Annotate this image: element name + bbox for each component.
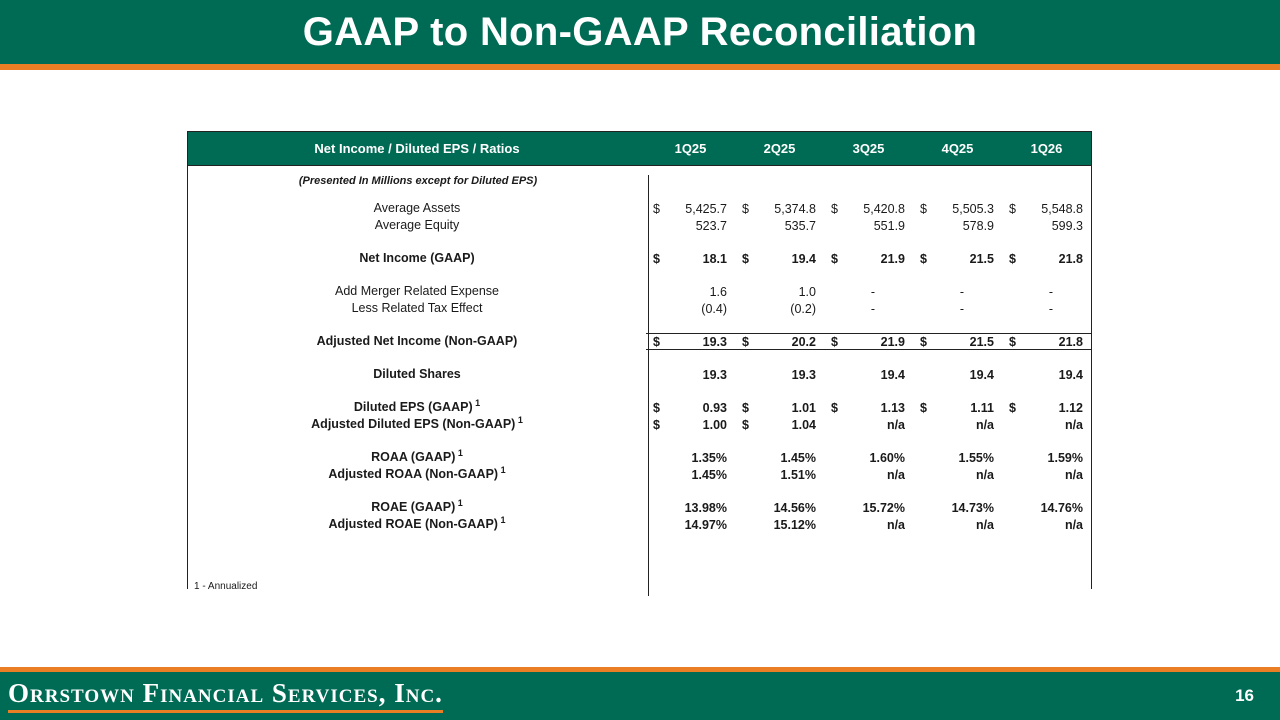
- value-cell: [1002, 366, 1091, 383]
- value-cell: [1002, 250, 1091, 267]
- cell-value: 1.60%: [869, 450, 905, 465]
- currency-symbol: $: [831, 400, 838, 415]
- cell-value: n/a: [1064, 417, 1083, 432]
- currency-symbol: $: [831, 201, 838, 216]
- table-header-label: Net Income / Diluted EPS / Ratios: [314, 141, 520, 156]
- value-cell: [735, 399, 824, 416]
- currency-symbol: $: [653, 334, 660, 349]
- currency-symbol: $: [1009, 334, 1016, 349]
- footer-bar: [0, 672, 1280, 720]
- value-cell: [735, 449, 824, 466]
- currency-symbol: $: [920, 251, 927, 266]
- slide-title: GAAP to Non-GAAP Reconciliation: [302, 10, 978, 54]
- table-body: [188, 175, 1091, 596]
- table-header-row: [188, 132, 1091, 166]
- currency-symbol: $: [742, 400, 749, 415]
- value-cell: [646, 466, 735, 483]
- cell-value: 19.4: [1058, 367, 1083, 382]
- value-cell: [1002, 516, 1091, 533]
- cell-value: 1.55%: [958, 450, 994, 465]
- cell-value: 578.9: [962, 218, 994, 233]
- reconciliation-table: [187, 131, 1092, 592]
- cell-value: 1.01: [791, 400, 816, 415]
- cell-value: 19.3: [791, 367, 816, 382]
- cell-value: n/a: [975, 517, 994, 532]
- cell-value: 599.3: [1051, 218, 1083, 233]
- cell-value: -: [1048, 284, 1053, 299]
- value-cell: [1002, 416, 1091, 433]
- value-cell: [913, 399, 1002, 416]
- value-cell: [824, 250, 913, 267]
- column-header: 2Q25: [763, 141, 796, 156]
- column-header: 3Q25: [852, 141, 885, 156]
- value-cell: [1002, 449, 1091, 466]
- value-cell: [646, 366, 735, 383]
- title-bar: [0, 0, 1280, 64]
- row-cells: [646, 499, 1091, 516]
- value-cell: [913, 499, 1002, 516]
- table-row: [188, 366, 1091, 383]
- value-cell: [735, 283, 824, 300]
- cell-value: 1.12: [1058, 400, 1083, 415]
- column-divider: [648, 175, 649, 596]
- value-cell: [646, 217, 735, 234]
- cell-value: 1.0: [798, 284, 816, 299]
- currency-symbol: $: [742, 201, 749, 216]
- currency-symbol: $: [831, 334, 838, 349]
- row-label: ROAA (GAAP) $^1$: [371, 447, 463, 464]
- value-cell: [824, 416, 913, 433]
- value-cell: [824, 399, 913, 416]
- cell-value: 15.72%: [862, 500, 905, 515]
- cell-value: 1.45%: [780, 450, 816, 465]
- value-cell: [646, 300, 735, 317]
- cell-value: 19.3: [702, 367, 727, 382]
- currency-symbol: $: [742, 251, 749, 266]
- value-cell: [735, 217, 824, 234]
- row-cells: [646, 366, 1091, 383]
- cell-value: 1.59%: [1047, 450, 1083, 465]
- value-cell: [824, 300, 913, 317]
- value-cell: [1002, 399, 1091, 416]
- value-cell: [824, 499, 913, 516]
- currency-symbol: $: [653, 251, 660, 266]
- cell-value: 21.9: [880, 334, 905, 349]
- currency-symbol: $: [920, 400, 927, 415]
- currency-symbol: $: [920, 334, 927, 349]
- cell-value: 21.8: [1058, 251, 1083, 266]
- cell-value: 5,425.7: [685, 201, 727, 216]
- value-cell: [913, 250, 1002, 267]
- cell-value: 5,374.8: [774, 201, 816, 216]
- table-footnote: 1 - Annualized: [194, 581, 258, 592]
- cell-value: 14.73%: [951, 500, 994, 515]
- cell-value: 19.4: [791, 251, 816, 266]
- cell-value: 1.51%: [780, 467, 816, 482]
- value-cell: [913, 283, 1002, 300]
- value-cell: [1002, 334, 1091, 349]
- cell-value: 18.1: [702, 251, 727, 266]
- row-label: Net Income (GAAP): [359, 251, 475, 265]
- table-row: [188, 333, 1091, 350]
- cell-value: 1.13: [880, 400, 905, 415]
- row-label: Adjusted Diluted EPS (Non-GAAP) $^1$: [311, 414, 523, 431]
- value-cell: [735, 250, 824, 267]
- value-cell: [646, 200, 735, 217]
- value-cell: [646, 416, 735, 433]
- table-row: [188, 449, 1091, 466]
- table-row: [188, 300, 1091, 317]
- row-label: Less Related Tax Effect: [351, 301, 483, 315]
- currency-symbol: $: [1009, 201, 1016, 216]
- cell-value: 5,548.8: [1041, 201, 1083, 216]
- currency-symbol: $: [742, 334, 749, 349]
- value-cell: [824, 200, 913, 217]
- cell-value: 21.5: [969, 334, 994, 349]
- cell-value: 1.45%: [691, 467, 727, 482]
- value-cell: [824, 217, 913, 234]
- value-cell: [646, 449, 735, 466]
- row-label: Average Assets: [373, 201, 461, 215]
- cell-value: 13.98%: [684, 500, 727, 515]
- value-cell: [824, 366, 913, 383]
- cell-value: n/a: [975, 467, 994, 482]
- currency-symbol: $: [742, 417, 749, 432]
- value-cell: [646, 499, 735, 516]
- row-label: Add Merger Related Expense: [335, 284, 499, 298]
- value-cell: [1002, 200, 1091, 217]
- value-cell: [913, 466, 1002, 483]
- value-cell: [646, 516, 735, 533]
- cell-value: n/a: [886, 417, 905, 432]
- value-cell: [735, 300, 824, 317]
- cell-value: 21.8: [1058, 334, 1083, 349]
- cell-value: -: [959, 301, 964, 316]
- row-cells: [646, 466, 1091, 483]
- column-header: 1Q25: [674, 141, 707, 156]
- value-cell: [735, 499, 824, 516]
- value-cell: [646, 334, 735, 349]
- value-cell: [1002, 283, 1091, 300]
- value-cell: [913, 300, 1002, 317]
- cell-value: 535.7: [784, 218, 816, 233]
- cell-value: n/a: [886, 517, 905, 532]
- row-label: Diluted Shares: [373, 367, 461, 381]
- cell-value: -: [870, 284, 875, 299]
- value-cell: [913, 416, 1002, 433]
- cell-value: 15.12%: [773, 517, 816, 532]
- currency-symbol: $: [653, 400, 660, 415]
- value-cell: [824, 334, 913, 349]
- row-cells: [646, 416, 1091, 433]
- value-cell: [735, 366, 824, 383]
- cell-value: 5,505.3: [952, 201, 994, 216]
- table-row: [188, 217, 1091, 234]
- cell-value: 20.2: [791, 334, 816, 349]
- cell-value: 1.04: [791, 417, 816, 432]
- value-cell: [646, 250, 735, 267]
- row-cells: [646, 200, 1091, 217]
- table-row: [188, 399, 1091, 416]
- cell-value: n/a: [886, 467, 905, 482]
- value-cell: [913, 366, 1002, 383]
- row-label: ROAE (GAAP) $^1$: [371, 497, 463, 514]
- row-cells: [646, 399, 1091, 416]
- value-cell: [913, 334, 1002, 349]
- row-cells: [646, 333, 1091, 350]
- value-cell: [913, 516, 1002, 533]
- cell-value: 21.9: [880, 251, 905, 266]
- cell-value: -: [959, 284, 964, 299]
- value-cell: [735, 200, 824, 217]
- row-cells: [646, 283, 1091, 300]
- column-header: 1Q26: [1030, 141, 1063, 156]
- value-cell: [824, 466, 913, 483]
- cell-value: 1.00: [702, 417, 727, 432]
- value-cell: [1002, 466, 1091, 483]
- cell-value: 21.5: [969, 251, 994, 266]
- table-subtitle: (Presented In Millions except for Diluted EPS): [298, 175, 538, 187]
- value-cell: [1002, 499, 1091, 516]
- cell-value: n/a: [975, 417, 994, 432]
- currency-symbol: $: [653, 201, 660, 216]
- currency-symbol: $: [831, 251, 838, 266]
- table-row: [188, 283, 1091, 300]
- column-header: 4Q25: [941, 141, 974, 156]
- cell-value: -: [870, 301, 875, 316]
- value-cell: [913, 200, 1002, 217]
- value-cell: [735, 334, 824, 349]
- cell-value: 19.3: [702, 334, 727, 349]
- table-row: [188, 416, 1091, 433]
- cell-value: 551.9: [873, 218, 905, 233]
- row-label: Adjusted ROAE (Non-GAAP) $^1$: [328, 514, 506, 531]
- cell-value: (0.4): [701, 301, 727, 316]
- cell-value: 14.97%: [684, 517, 727, 532]
- table-rows: [188, 200, 1091, 533]
- table-row: [188, 466, 1091, 483]
- value-cell: [735, 416, 824, 433]
- currency-symbol: $: [653, 417, 660, 432]
- row-label: Adjusted ROAA (Non-GAAP) $^1$: [328, 464, 506, 481]
- row-label: Adjusted Net Income (Non-GAAP): [316, 334, 518, 348]
- value-cell: [1002, 300, 1091, 317]
- value-cell: [1002, 217, 1091, 234]
- value-cell: [824, 283, 913, 300]
- company-logo: Orrstown Financial Services, Inc.: [8, 680, 443, 713]
- row-cells: [646, 300, 1091, 317]
- value-cell: [646, 283, 735, 300]
- value-cell: [913, 217, 1002, 234]
- currency-symbol: $: [1009, 400, 1016, 415]
- cell-value: (0.2): [790, 301, 816, 316]
- row-label: Diluted EPS (GAAP) $^1$: [353, 397, 481, 414]
- cell-value: 0.93: [702, 400, 727, 415]
- currency-symbol: $: [920, 201, 927, 216]
- value-cell: [913, 449, 1002, 466]
- top-accent-line: [0, 64, 1280, 70]
- table-row: [188, 516, 1091, 533]
- cell-value: n/a: [1064, 467, 1083, 482]
- cell-value: -: [1048, 301, 1053, 316]
- table-header-columns: [646, 132, 1091, 165]
- cell-value: 19.4: [969, 367, 994, 382]
- row-label: Average Equity: [374, 218, 460, 232]
- table-row: [188, 250, 1091, 267]
- cell-value: 1.6: [709, 284, 727, 299]
- table-row: [188, 200, 1091, 217]
- cell-value: 14.76%: [1040, 500, 1083, 515]
- cell-value: 523.7: [695, 218, 727, 233]
- table-row: [188, 499, 1091, 516]
- value-cell: [735, 466, 824, 483]
- row-cells: [646, 217, 1091, 234]
- page-number: 16: [1235, 686, 1254, 705]
- value-cell: [824, 449, 913, 466]
- cell-value: 14.56%: [773, 500, 816, 515]
- cell-value: 1.11: [970, 400, 994, 415]
- currency-symbol: $: [1009, 251, 1016, 266]
- value-cell: [824, 516, 913, 533]
- value-cell: [735, 516, 824, 533]
- cell-value: 1.35%: [691, 450, 727, 465]
- row-cells: [646, 250, 1091, 267]
- cell-value: 5,420.8: [863, 201, 905, 216]
- value-cell: [646, 399, 735, 416]
- row-cells: [646, 516, 1091, 533]
- cell-value: 19.4: [880, 367, 905, 382]
- row-cells: [646, 449, 1091, 466]
- cell-value: n/a: [1064, 517, 1083, 532]
